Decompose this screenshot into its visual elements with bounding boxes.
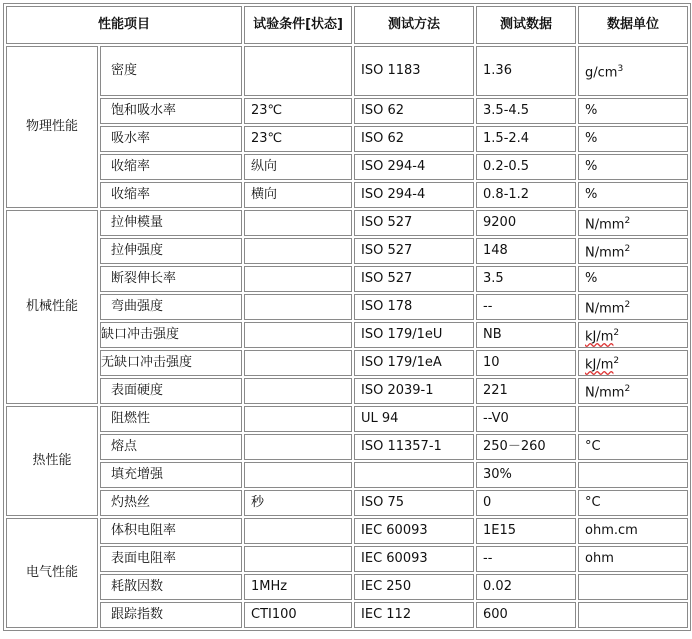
table-row: [6, 154, 688, 180]
test-method: IEC 112: [354, 602, 474, 628]
property-name: 体积电阻率: [100, 518, 242, 544]
test-method: ISO 179/1eU: [354, 322, 474, 348]
table-row: [6, 602, 688, 628]
unit-cell: [578, 210, 688, 236]
test-value: 1E15: [476, 518, 576, 544]
header-item: 性能项目: [6, 6, 242, 44]
test-value: --: [476, 294, 576, 320]
table-row: [6, 378, 688, 404]
unit-superscript: 2: [613, 327, 620, 338]
test-condition: [244, 546, 352, 572]
test-method: ISO 294-4: [354, 182, 474, 208]
unit-text: ohm.cm: [585, 523, 638, 538]
header-method: 测试方法: [354, 6, 474, 44]
unit-cell: [578, 518, 688, 544]
table-row: [6, 98, 688, 124]
unit-text: N/mm: [585, 385, 625, 401]
test-value: --V0: [476, 406, 576, 432]
test-value: NB: [476, 322, 576, 348]
property-name: 填充增强: [100, 462, 242, 488]
test-condition: 横向: [244, 182, 352, 208]
unit-text: %: [585, 187, 598, 202]
unit-cell: [578, 322, 688, 348]
property-name: 收缩率: [100, 182, 242, 208]
table-row: [6, 518, 688, 544]
group-label: 物理性能: [6, 46, 98, 208]
table-row: [6, 266, 688, 292]
property-name: 密度: [100, 46, 242, 96]
test-condition: [244, 350, 352, 376]
unit-text: %: [585, 131, 598, 146]
test-condition: 1MHz: [244, 574, 352, 600]
table-row: [6, 574, 688, 600]
test-value: 600: [476, 602, 576, 628]
table-row: [6, 238, 688, 264]
test-value: 148: [476, 238, 576, 264]
unit-cell: [578, 546, 688, 572]
unit-cell: [578, 154, 688, 180]
group-label: 机械性能: [6, 210, 98, 404]
property-name: 饱和吸水率: [100, 98, 242, 124]
table-row: [6, 294, 688, 320]
unit-cell: [578, 462, 688, 488]
test-method: ISO 527: [354, 238, 474, 264]
test-condition: [244, 210, 352, 236]
test-condition: [244, 378, 352, 404]
test-condition: 纵向: [244, 154, 352, 180]
test-value: 0.8-1.2: [476, 182, 576, 208]
test-method: [354, 462, 474, 488]
test-method: IEC 60093: [354, 546, 474, 572]
unit-cell: [578, 98, 688, 124]
test-method: UL 94: [354, 406, 474, 432]
unit-superscript: 3: [617, 63, 624, 74]
test-condition: [244, 46, 352, 96]
property-name: 断裂伸长率: [100, 266, 242, 292]
unit-text: %: [585, 103, 598, 118]
header-condition: 试验条件[状态]: [244, 6, 352, 44]
unit-text: ohm: [585, 551, 614, 566]
property-name: 缺口冲击强度: [100, 322, 242, 348]
table-row: [6, 126, 688, 152]
test-method: ISO 2039-1: [354, 378, 474, 404]
test-value: 0.2-0.5: [476, 154, 576, 180]
property-name: 收缩率: [100, 154, 242, 180]
table-row: [6, 46, 688, 96]
test-condition: [244, 434, 352, 460]
test-method: IEC 250: [354, 574, 474, 600]
test-condition: [244, 294, 352, 320]
table-row: [6, 322, 688, 348]
test-method: IEC 60093: [354, 518, 474, 544]
test-condition: [244, 266, 352, 292]
unit-superscript: 2: [624, 243, 631, 254]
test-method: ISO 62: [354, 98, 474, 124]
unit-superscript: 2: [624, 383, 631, 394]
unit-text: g/cm: [585, 65, 618, 81]
test-method: ISO 75: [354, 490, 474, 516]
property-name: 吸水率: [100, 126, 242, 152]
table-row: [6, 182, 688, 208]
test-method: ISO 527: [354, 266, 474, 292]
property-name: 弯曲强度: [100, 294, 242, 320]
table-row: [6, 546, 688, 572]
unit-cell: [578, 294, 688, 320]
unit-cell: [578, 182, 688, 208]
test-method: ISO 527: [354, 210, 474, 236]
header-unit: 数据单位: [578, 6, 688, 44]
test-condition: [244, 238, 352, 264]
unit-text: N/mm: [585, 301, 625, 317]
table-row: [6, 490, 688, 516]
group-label: 电气性能: [6, 518, 98, 628]
unit-cell: [578, 266, 688, 292]
test-condition: CTI100: [244, 602, 352, 628]
property-name: 灼热丝: [100, 490, 242, 516]
property-name: 拉伸模量: [100, 210, 242, 236]
table-row: [6, 434, 688, 460]
test-condition: 秒: [244, 490, 352, 516]
test-value: 250－260: [476, 434, 576, 460]
test-value: 30%: [476, 462, 576, 488]
group-label: 热性能: [6, 406, 98, 516]
unit-text: %: [585, 271, 598, 286]
test-value: 221: [476, 378, 576, 404]
test-value: --: [476, 546, 576, 572]
unit-superscript: 2: [624, 215, 631, 226]
unit-cell: [578, 490, 688, 516]
test-method: ISO 178: [354, 294, 474, 320]
unit-cell: [578, 602, 688, 628]
unit-text: N/mm: [585, 217, 625, 233]
test-method: ISO 179/1eA: [354, 350, 474, 376]
table-row: [6, 210, 688, 236]
test-value: 0: [476, 490, 576, 516]
unit-cell: [578, 350, 688, 376]
unit-text: kJ/m: [585, 357, 614, 373]
table-row: [6, 350, 688, 376]
test-method: ISO 1183: [354, 46, 474, 96]
property-name: 拉伸强度: [100, 238, 242, 264]
test-condition: [244, 518, 352, 544]
test-condition: [244, 462, 352, 488]
test-condition: 23℃: [244, 98, 352, 124]
property-name: 表面电阻率: [100, 546, 242, 572]
test-value: 3.5: [476, 266, 576, 292]
test-value: 9200: [476, 210, 576, 236]
property-name: 跟踪指数: [100, 602, 242, 628]
unit-cell: [578, 238, 688, 264]
test-value: 1.36: [476, 46, 576, 96]
property-name: 表面硬度: [100, 378, 242, 404]
test-condition: [244, 322, 352, 348]
table-row: [6, 462, 688, 488]
unit-text: °C: [585, 495, 601, 510]
test-value: 1.5-2.4: [476, 126, 576, 152]
unit-text: N/mm: [585, 245, 625, 261]
unit-cell: [578, 434, 688, 460]
unit-cell: [578, 574, 688, 600]
test-value: 10: [476, 350, 576, 376]
test-method: ISO 11357-1: [354, 434, 474, 460]
unit-text: kJ/m: [585, 329, 614, 345]
property-name: 耗散因数: [100, 574, 242, 600]
unit-cell: [578, 126, 688, 152]
properties-table: [3, 3, 691, 631]
header-value: 测试数据: [476, 6, 576, 44]
header-row: [6, 6, 688, 44]
unit-text: %: [585, 159, 598, 174]
test-condition: 23℃: [244, 126, 352, 152]
property-name: 阻燃性: [100, 406, 242, 432]
unit-superscript: 2: [613, 355, 620, 366]
unit-superscript: 2: [624, 299, 631, 310]
unit-cell: [578, 378, 688, 404]
test-method: ISO 62: [354, 126, 474, 152]
property-name: 熔点: [100, 434, 242, 460]
test-method: ISO 294-4: [354, 154, 474, 180]
test-value: 0.02: [476, 574, 576, 600]
unit-text: °C: [585, 439, 601, 454]
property-name: 无缺口冲击强度: [100, 350, 242, 376]
unit-cell: [578, 406, 688, 432]
unit-cell: [578, 46, 688, 96]
test-condition: [244, 406, 352, 432]
test-value: 3.5-4.5: [476, 98, 576, 124]
table-row: [6, 406, 688, 432]
